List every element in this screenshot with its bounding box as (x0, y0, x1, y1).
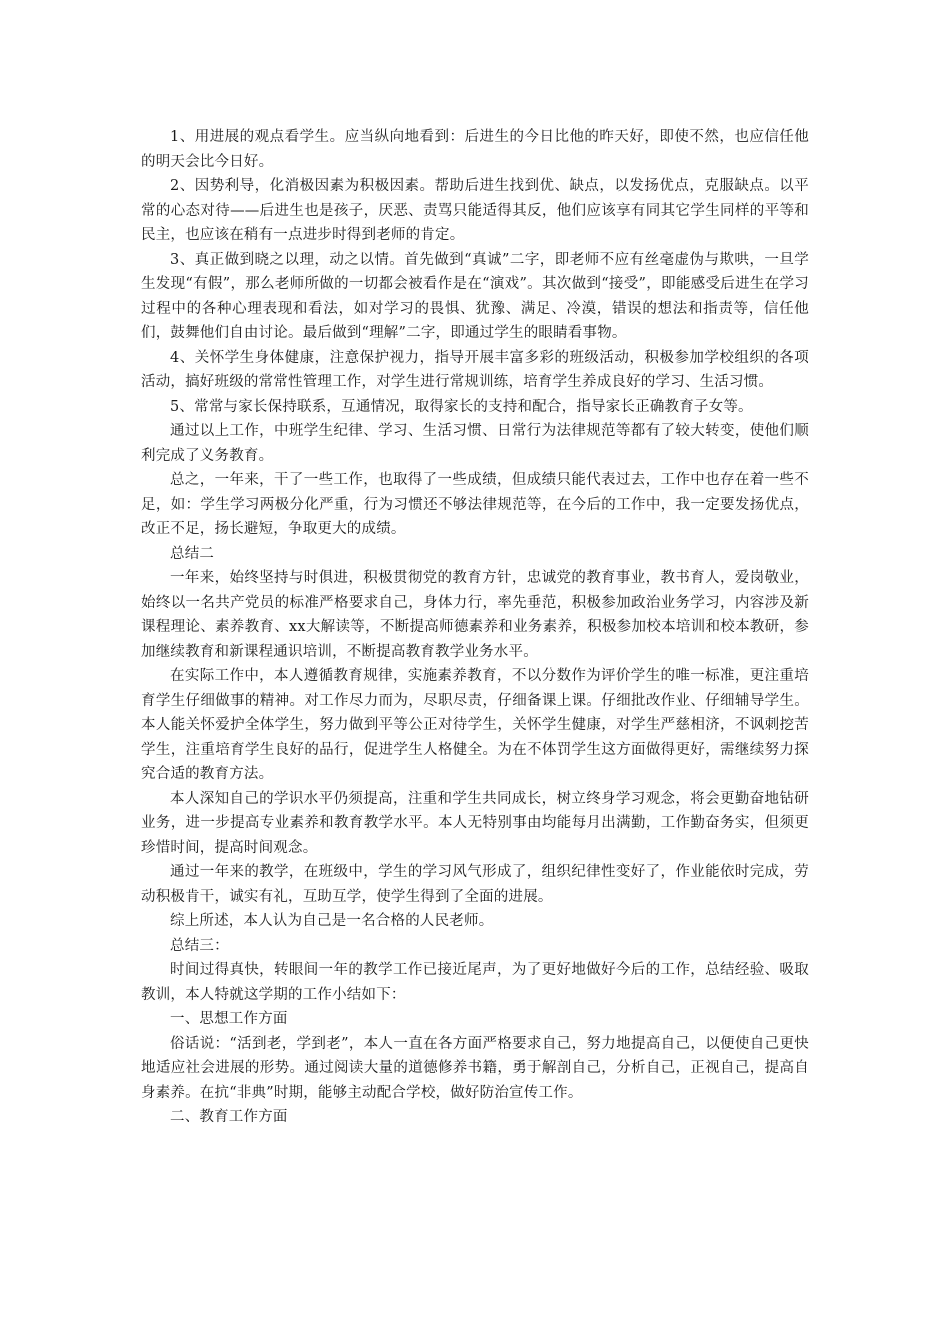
paragraph-4: 4、关怀学生身体健康，注意保护视力，指导开展丰富多彩的班级活动，积极参加学校组织的各项活动，搞好班级的常常性管理工作，对学生进行常规训练，培育学生养成良好的学习、生活习惯。 (141, 349, 809, 390)
paragraph-5: 5、常常与家长保持联系，互通情况，取得家长的支持和配合，指导家长正确教育子女等。 (170, 398, 753, 415)
paragraph-17: 俗话说：“活到老，学到老”，本人一直在各方面严格要求自己，努力地提高自己，以便使自己更快地适应社会进展的形势。通过阅读大量的道德修养书籍，勇于解剖自己，分析自己，正视自己，提高自身素养。在抗“非典”时期，能够主动配合学校，做好防治宣传工作。 (141, 1035, 809, 1101)
paragraph-3: 3、真正做到晓之以理，动之以情。首先做到“真诚”二字，即老师不应有丝毫虚伪与欺哄，一旦学生发现“有假”，那么老师所做的一切都会被看作是在“演戏”。其次做到“接受”，即能感受后进生在学习过程中的各种心理表现和看法，如对学习的畏惧、犹豫、满足、冷漠，错误的想法和指责等，信任他们，鼓舞他们自由讨论。最后做到“理解”二字，即通过学生的眼睛看事物。 (141, 251, 809, 341)
subheading-thought-work: 一、思想工作方面 (170, 1011, 288, 1027)
subheading-education-work: 二、教育工作方面 (170, 1109, 288, 1125)
paragraph-11: 本人深知自己的学识水平仍须提高，注重和学生共同成长，树立终身学习观念，将会更勤奋地钻研业务，进一步提高专业素养和教育教学水平。本人无特别事由均能每月出满勤，工作勤奋务实，但须更珍惜时间，提高时间观念。 (141, 790, 809, 856)
section-heading-summary-2: 总结二 (170, 545, 215, 562)
paragraph-13: 综上所述，本人认为自己是一名合格的人民老师。 (170, 913, 494, 929)
paragraph-7: 总之，一年来，干了一些工作，也取得了一些成绩，但成绩只能代表过去，工作中也存在着一些不足，如：学生学习两极分化严重，行为习惯还不够法律规范等，在今后的工作中，我一定要发扬优点，改正不足，扬长避短，争取更大的成绩。 (141, 472, 809, 537)
paragraph-1: 1、用进展的观点看学生。应当纵向地看到：后进生的今日比他的昨天好，即使不然，也应信任他的明天会比今日好。 (141, 129, 809, 170)
paragraph-6: 通过以上工作，中班学生纪律、学习、生活习惯、日常行为法律规范等都有了较大转变，使他们顺利完成了义务教育。 (141, 423, 809, 464)
paragraph-15: 时间过得真快，转眼间一年的教学工作已接近尾声，为了更好地做好今后的工作，总结经验、吸取教训，本人特就这学期的工作小结如下： (141, 962, 809, 1003)
paragraph-2: 2、因势利导，化消极因素为积极因素。帮助后进生找到优、缺点，以发扬优点，克服缺点。以平常的心态对待——后进生也是孩子，厌恶、责骂只能适得其反，他们应该享有同其它学生同样的平等和民主，也应该在稍有一点进步时得到老师的肯定。 (141, 178, 809, 243)
paragraph-10: 在实际工作中，本人遵循教育规律，实施素养教育，不以分数作为评价学生的唯一标准，更注重培育学生仔细做事的精神。对工作尽力而为，尽职尽责，仔细备课上课。仔细批改作业、仔细辅导学生。本人能关怀爱护全体学生，努力做到平等公正对待学生，关怀学生健康，对学生严慈相济，不讽刺挖苦学生，注重培育学生良好的品行，促进学生人格健全。为在不体罚学生这方面做得更好，需继续努力探究合适的教育方法。 (141, 668, 809, 782)
section-heading-summary-3: 总结三： (170, 937, 229, 954)
paragraph-12: 通过一年来的教学，在班级中，学生的学习风气形成了，组织纪律性变好了，作业能依时完成，劳动积极肯干，诚实有礼，互助互学，使学生得到了全面的进展。 (141, 864, 809, 905)
paragraph-9: 一年来，始终坚持与时俱进，积极贯彻党的教育方针，忠诚党的教育事业，教书育人，爱岗敬业，始终以一名共产党员的标准严格要求自己，身体力行，率先垂范，积极参加政治业务学习，内容涉及新课程理论、素养教育、xx大解读等，不断提高师德素养和业务素养，积极参加校本培训和校本教研，参加继续教育和新课程通识培训，不断提高教育教学业务水平。 (141, 570, 809, 660)
